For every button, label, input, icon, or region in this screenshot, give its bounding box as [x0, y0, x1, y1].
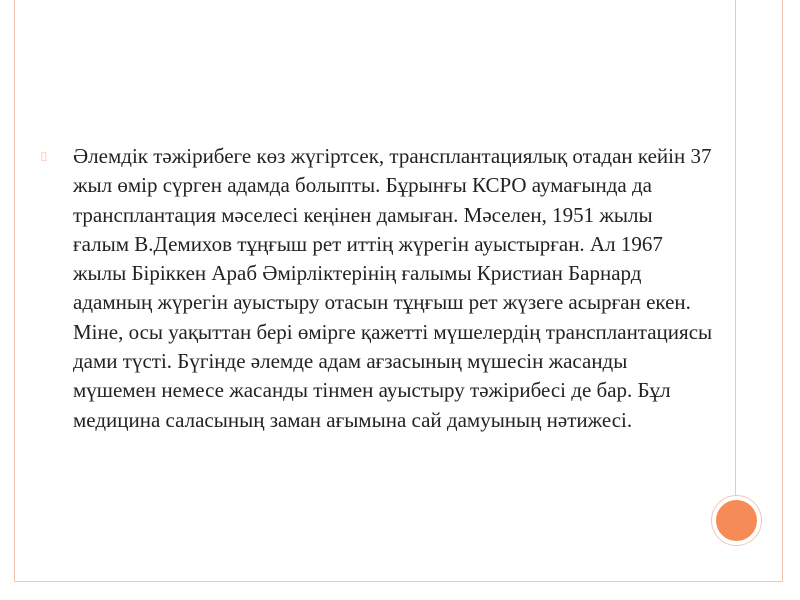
accent-circle [716, 500, 757, 541]
slide-content [40, 142, 720, 435]
body-text: Әлемдік тәжірибеге көз жүгіртсек, трансплантациялық отадан кейін 37 жыл өмір сүрген адамда болыпты. Бұрынғы КСРО аумағында да трансплантация мәселесі кеңінен дамыған. Мәселен, 1951 жылы ғалым В.Демихов тұңғыш рет иттің жүрегін ауыстырған. Ал 1967 жылы Біріккен Араб Әмірліктерінің ғалымы Кристиан Барнард адамның жүрегін ауыстыру отасын тұңғыш рет жүзеге асырған екен. Міне, осы уақыттан бері өмірге қажетті мүшелердің трансплантациясы дами түсті. Бүгінде әлемде адам ағзасының мүшесін жасанды мүшемен немесе жасанды тінмен ауыстыру тәжірибесі де бар. Бұл медицина саласының заман ағымына сай дамуының нәтижесі. [73, 144, 713, 432]
bullet-item [40, 142, 720, 435]
bullet-icon: ⌷ [40, 150, 48, 165]
accent-line [735, 0, 736, 500]
